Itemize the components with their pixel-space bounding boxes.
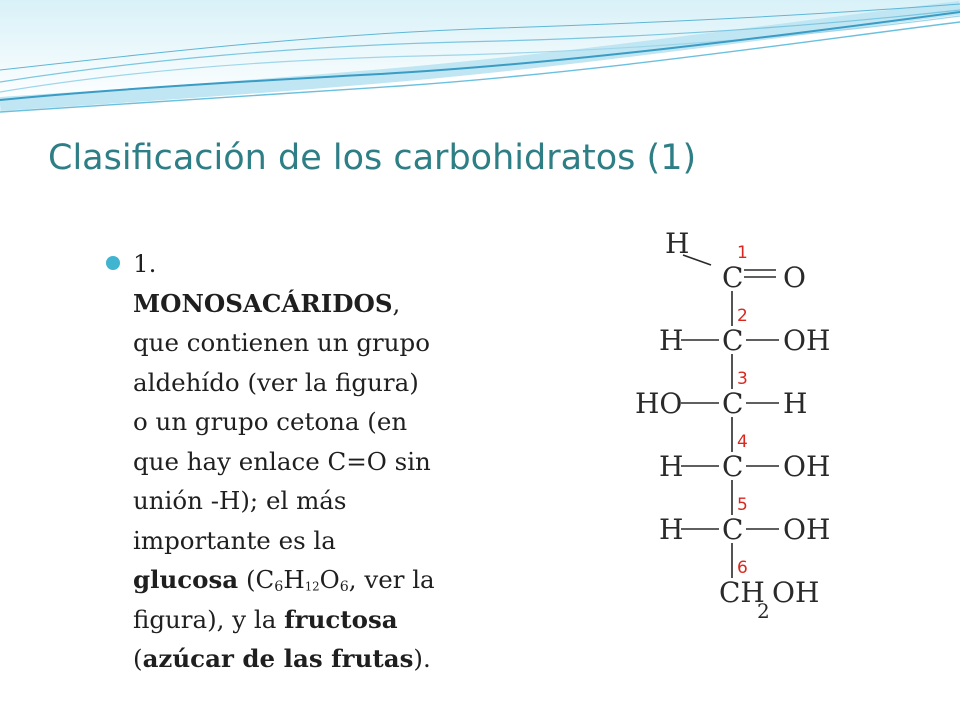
header-wave-decoration — [0, 0, 960, 120]
formula-open: (C — [238, 565, 275, 594]
carbon-number: 3 — [737, 369, 748, 389]
subscript: 6 — [339, 579, 349, 596]
paren-open: ( — [133, 644, 143, 673]
bullet-text — [133, 244, 503, 679]
carbon-number: 5 — [737, 495, 748, 515]
formula-o: O — [319, 565, 340, 594]
atom-label: OH — [783, 450, 831, 483]
atom-label: H — [665, 230, 690, 260]
carbon-number: 2 — [737, 306, 748, 326]
atom-label: OH — [783, 513, 831, 546]
carbon-number: 6 — [737, 558, 748, 578]
subscript: 6 — [274, 579, 284, 596]
text-line: importante es la — [133, 525, 336, 555]
carbon-label: C — [722, 513, 744, 546]
subscript: 2 — [757, 599, 770, 623]
slide-title: Clasificación de los carbohidratos (1) — [48, 138, 697, 178]
glucose-term: glucosa — [133, 565, 239, 594]
atom-label: OH — [783, 324, 831, 357]
carbon-label: C — [722, 261, 744, 294]
carbon-label: CH — [719, 576, 765, 609]
bullet-dot — [106, 256, 120, 270]
atom-label: H — [783, 387, 808, 420]
text-fragment: figura), y la — [133, 604, 285, 634]
formula-tail: , ver la — [348, 565, 435, 594]
heading-comma: , — [392, 288, 401, 318]
text-line: aldehído (ver la figura) — [133, 367, 419, 397]
atom-label: H — [659, 450, 684, 483]
text-line: unión -H); el más — [133, 486, 347, 515]
glucose-structure-figure — [633, 230, 833, 625]
fischer-projection — [633, 230, 833, 625]
fruit-sugar-term: azúcar de las frutas — [142, 644, 414, 673]
monosaccharides-term: MONOSACÁRIDOS — [133, 288, 393, 318]
atom-label: OH — [772, 576, 820, 609]
carbon-label: C — [722, 324, 744, 357]
bullet-number: 1. — [133, 249, 157, 278]
subscript: 12 — [304, 579, 320, 594]
atom-label: O — [783, 261, 806, 294]
carbon-label: C — [722, 450, 744, 483]
text-line: que contienen un grupo — [133, 328, 430, 357]
atom-label: H — [659, 324, 684, 357]
formula-h: H — [283, 565, 305, 594]
carbon-number: 1 — [737, 243, 748, 263]
bond-line — [683, 255, 711, 265]
text-line: que hay enlace C=O sin — [133, 446, 431, 476]
paren-close: ). — [413, 644, 431, 673]
atom-label: H — [659, 513, 684, 546]
carbon-number: 4 — [737, 432, 748, 452]
atom-label: HO — [635, 387, 683, 420]
carbon-label: C — [722, 387, 744, 420]
fructose-term: fructosa — [284, 604, 398, 634]
text-line: o un grupo cetona (en — [133, 407, 408, 436]
